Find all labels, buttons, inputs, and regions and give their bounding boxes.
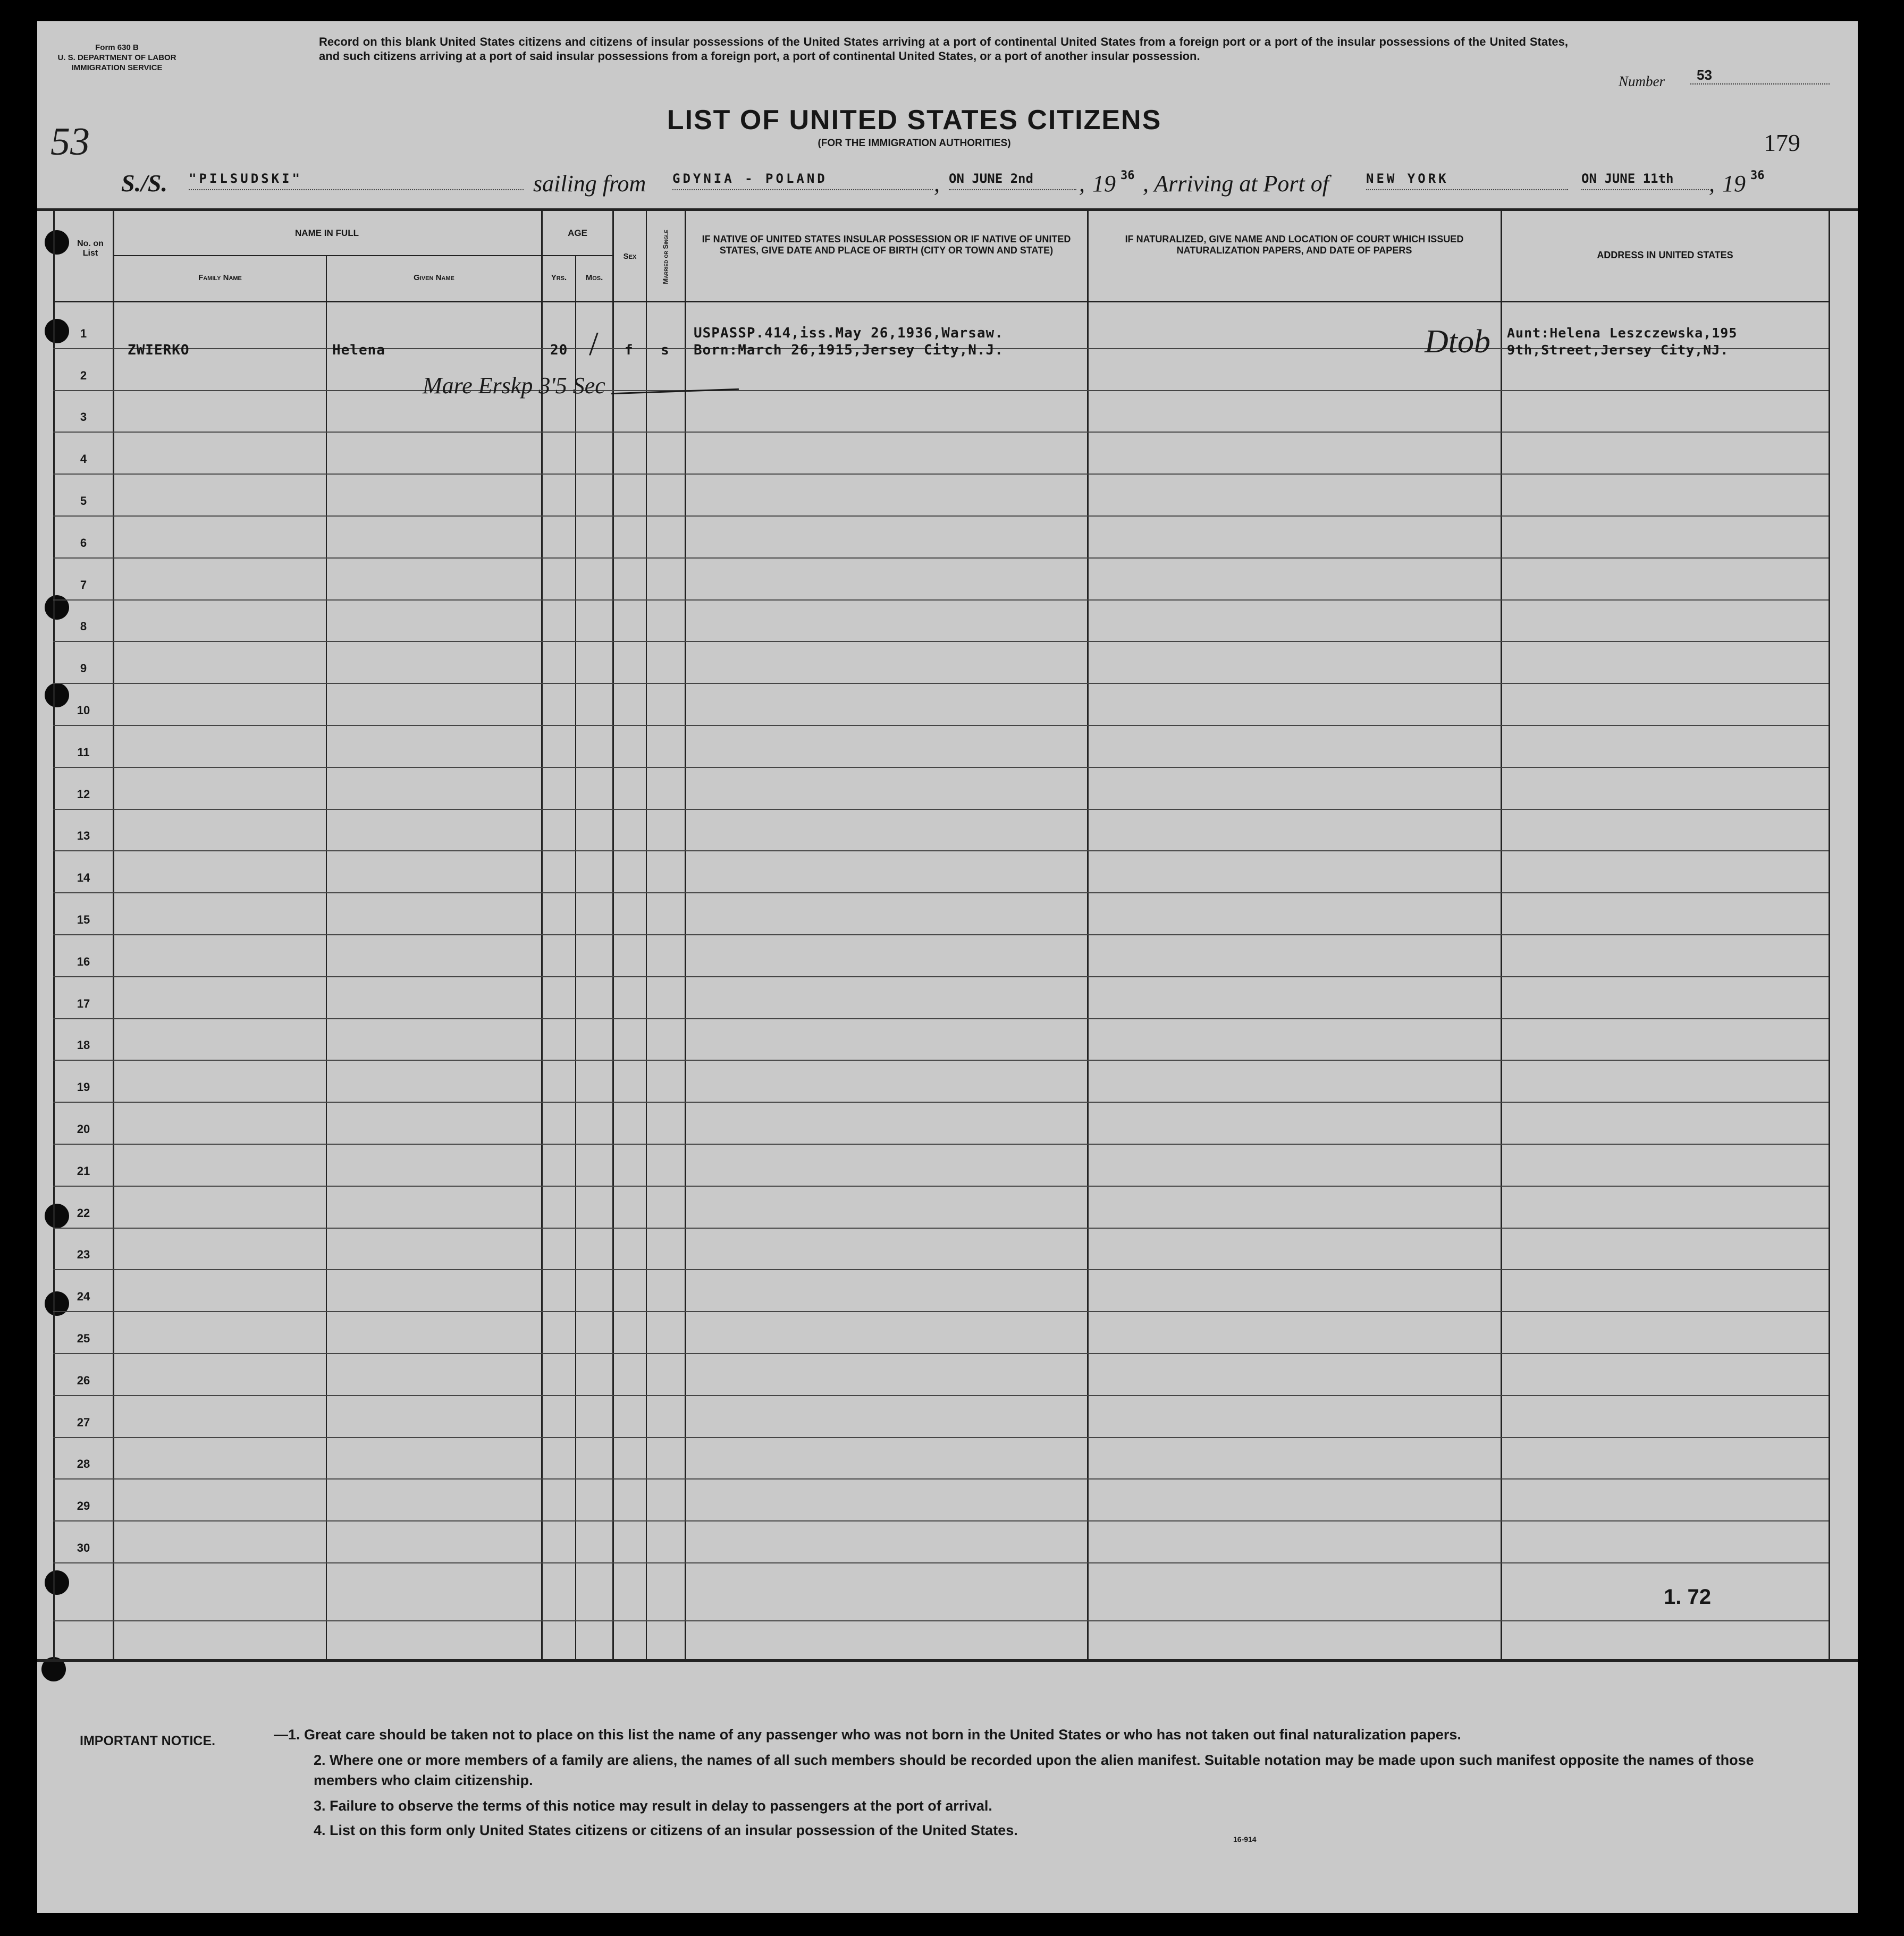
- handwritten-number: 53: [50, 120, 90, 164]
- entry-family-name: ZWIERKO: [128, 342, 190, 358]
- header-married-or-single: [648, 223, 683, 298]
- departure-year-suffix: 36: [1121, 169, 1135, 182]
- column-rule: [575, 255, 576, 1659]
- row-number: 25: [77, 1332, 90, 1345]
- document-page: [37, 21, 1858, 1913]
- entry-native-line1: USPASSP.414,iss.May 26,1936,Warsaw.: [694, 325, 1004, 341]
- row-number: 22: [77, 1206, 90, 1220]
- comma: ,: [934, 171, 940, 197]
- ship-prefix: S./S.: [121, 170, 167, 197]
- handwritten-annotation: Mare Erskp 3'5 Sec: [423, 373, 605, 399]
- row-rule: [53, 515, 1829, 517]
- row-rule: [53, 809, 1829, 810]
- intro-text: Record on this blank United States citizens and citizens of insular possessions of the United States arriving at a port of continental United States from a foreign port or a port of the insular possessions of the United States, and such citizens arriving at a port of said insular possessions from a foreign port, a port of continental United States, or a port of another insular possession.: [319, 35, 1568, 63]
- origin-port: GDYNIA - POLAND: [672, 171, 933, 190]
- footer-tally: 1. 72: [1664, 1585, 1711, 1609]
- number-value: 53: [1690, 67, 1830, 84]
- header-divider: [53, 301, 1829, 302]
- row-rule: [53, 474, 1829, 475]
- header-married-text: Married or Single: [661, 230, 670, 284]
- age-months-dash: /: [589, 325, 599, 362]
- row-number: 18: [77, 1038, 90, 1052]
- row-number: 13: [77, 829, 90, 842]
- row-rule: [53, 1353, 1829, 1354]
- comma: ,: [1079, 171, 1085, 197]
- row-number: 7: [80, 578, 87, 591]
- number-label: Number: [1619, 73, 1665, 89]
- table-bottom-rule: [37, 1659, 1858, 1662]
- table-top-rule: [37, 208, 1858, 211]
- row-rule: [53, 1437, 1829, 1438]
- comma: ,: [1709, 171, 1715, 197]
- row-rule: [53, 1060, 1829, 1061]
- row-number: 20: [77, 1122, 90, 1136]
- row-rule: [53, 599, 1829, 601]
- header-given-name: Given Name: [414, 273, 454, 282]
- row-number: 15: [77, 913, 90, 926]
- row-number: 16: [77, 955, 90, 968]
- form-id-line: Form 630 B: [95, 43, 139, 52]
- row-number: 1: [80, 327, 87, 340]
- row-number: 23: [77, 1248, 90, 1261]
- row-number: 10: [77, 704, 90, 717]
- header-naturalized: IF NATURALIZED, GIVE NAME AND LOCATION OF COURT WHICH ISSUED NATURALIZATION PAPERS, AND DATE OF PAPERS: [1125, 234, 1464, 256]
- form-code: 16-914: [1233, 1835, 1257, 1844]
- entry-sex: f: [625, 342, 634, 358]
- row-rule: [53, 1311, 1829, 1312]
- row-number: 12: [77, 788, 90, 801]
- column-rule: [1829, 211, 1830, 1659]
- destination-port: NEW YORK: [1366, 171, 1568, 190]
- row-number: 26: [77, 1374, 90, 1387]
- column-rule: [326, 255, 327, 1659]
- row-number: 29: [77, 1499, 90, 1512]
- row-rule: [53, 1269, 1829, 1270]
- row-number: 17: [77, 997, 90, 1010]
- row-rule: [53, 934, 1829, 935]
- header-no-on-list: No. on List: [77, 239, 104, 258]
- punch-hole: [45, 1570, 69, 1595]
- row-rule: [53, 1520, 1829, 1521]
- row-number: 24: [77, 1290, 90, 1303]
- notice-item: 4. List on this form only United States citizens or citizens of an insular possession of the United States.: [314, 1822, 1018, 1838]
- notice-item: 3. Failure to observe the terms of this notice may result in delay to passengers at the port of arrival.: [314, 1798, 992, 1814]
- notice-item: —1. Great care should be taken not to place on this list the name of any passenger who was not born in the United States or who has not taken out final naturalization papers.: [274, 1727, 1461, 1743]
- punch-hole: [45, 595, 69, 620]
- header-years: Yrs.: [551, 273, 567, 282]
- row-rule: [53, 767, 1829, 768]
- row-number: 21: [77, 1164, 90, 1178]
- row-rule: [53, 641, 1829, 642]
- row-rule: [53, 1144, 1829, 1145]
- document-title: LIST OF UNITED STATES CITIZENS: [667, 105, 1162, 136]
- row-rule: [53, 390, 1829, 391]
- row-rule: [53, 1478, 1829, 1480]
- row-rule: [53, 557, 1829, 559]
- arrival-year-prefix: 19: [1722, 171, 1746, 197]
- header-native-birth: IF NATIVE OF UNITED STATES INSULAR POSSESSION OR IF NATIVE OF UNITED STATES, GIVE DATE AND PLACE OF BIRTH (CITY OR TOWN AND STATE): [702, 234, 1071, 256]
- entry-address-line1: Aunt:Helena Leszczewska,195: [1507, 325, 1738, 341]
- row-number: 4: [80, 452, 87, 466]
- row-rule: [53, 1395, 1829, 1396]
- row-number: 30: [77, 1541, 90, 1554]
- row-number: 9: [80, 662, 87, 675]
- row-number: 14: [77, 871, 90, 884]
- row-rule: [53, 1186, 1829, 1187]
- row-rule: [53, 1562, 1829, 1563]
- row-number: 28: [77, 1457, 90, 1470]
- header-family-name: Family Name: [198, 273, 242, 282]
- entry-address-line2: 9th,Street,Jersey City,NJ.: [1507, 342, 1729, 358]
- header-address: ADDRESS IN UNITED STATES: [1597, 250, 1733, 260]
- header-sex: Sex: [623, 252, 637, 261]
- header-months: Mos.: [585, 273, 603, 282]
- arrival-year-suffix: 36: [1750, 169, 1765, 182]
- row-number: 11: [77, 746, 90, 759]
- row-rule: [53, 850, 1829, 851]
- row-number: 2: [80, 369, 87, 382]
- row-number: 19: [77, 1080, 90, 1094]
- row-rule: [53, 725, 1829, 726]
- naturalized-handwritten-note: Dtob: [1425, 324, 1490, 360]
- row-number: 3: [80, 410, 87, 424]
- departure-year-prefix: 19: [1092, 171, 1116, 197]
- entry-marital: s: [661, 342, 670, 358]
- row-rule: [53, 1018, 1829, 1019]
- row-rule: [53, 976, 1829, 977]
- row-rule: [53, 432, 1829, 433]
- header-name-in-full: NAME IN FULL: [295, 228, 359, 238]
- notice-title: IMPORTANT NOTICE.: [80, 1734, 216, 1748]
- row-rule: [53, 892, 1829, 893]
- row-rule: [53, 1620, 1829, 1621]
- form-id-line: U. S. DEPARTMENT OF LABOR: [57, 53, 176, 62]
- row-number: 6: [80, 536, 87, 549]
- entry-age-years: 20: [550, 342, 568, 358]
- subheader-divider: [113, 255, 612, 256]
- departure-date: ON JUNE 2nd: [949, 171, 1076, 190]
- row-number: 27: [77, 1416, 90, 1429]
- row-rule: [53, 1102, 1829, 1103]
- arrival-date: ON JUNE 11th: [1581, 171, 1709, 190]
- sailing-label: sailing from: [533, 171, 646, 197]
- row-number: 5: [80, 494, 87, 508]
- arriving-label: , Arriving at Port of: [1143, 171, 1329, 197]
- arriving-label-text: Arriving at Port of: [1154, 171, 1329, 197]
- row-rule: [53, 1228, 1829, 1229]
- entry-native-line2: Born:March 26,1915,Jersey City,N.J.: [694, 342, 1004, 358]
- entry-given-name: Helena: [332, 342, 385, 358]
- punch-hole: [45, 230, 69, 255]
- ship-name: "PILSUDSKI": [189, 171, 524, 190]
- row-rule: [53, 683, 1829, 684]
- document-subtitle: (FOR THE IMMIGRATION AUTHORITIES): [818, 138, 1011, 149]
- form-identifier: [29, 43, 205, 73]
- row-number: 8: [80, 620, 87, 633]
- form-id-line: IMMIGRATION SERVICE: [71, 63, 163, 72]
- header-age: AGE: [568, 228, 587, 238]
- page-number: 179: [1764, 129, 1800, 156]
- notice-item: 2. Where one or more members of a family are aliens, the names of all such members should be recorded upon the alien manifest. Suitable notation may be made upon such manifest opposite the names of those members who claim citizenship.: [314, 1752, 1754, 1788]
